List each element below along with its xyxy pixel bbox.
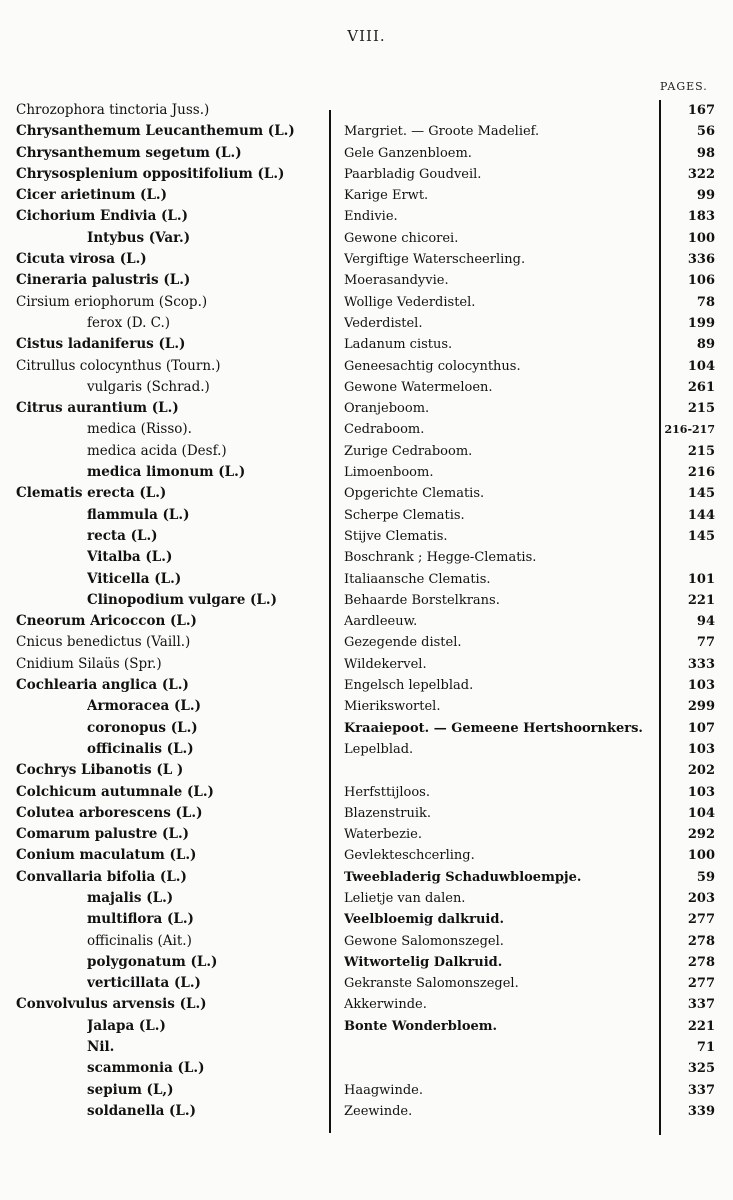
index-row	[0, 718, 733, 739]
latin-name: Chrysanthemum segetum (L.)	[16, 144, 242, 161]
latin-name: Cicuta virosa (L.)	[16, 251, 147, 268]
page-reference: 322	[687, 166, 715, 182]
latin-name: Vitalba (L.)	[87, 549, 173, 566]
page-reference: 107	[687, 720, 715, 736]
latin-name: sepium (L,)	[87, 1081, 174, 1098]
dutch-name: Stijve Clematis.	[344, 528, 448, 544]
dutch-name: Wollige Vederdistel.	[344, 294, 476, 310]
latin-name: Cistus ladaniferus (L.)	[16, 336, 186, 353]
index-row	[0, 867, 733, 888]
dutch-name: Gevlekteschcerling.	[344, 848, 475, 864]
pages-column-header: PAGES.	[660, 80, 708, 93]
latin-name: Clinopodium vulgare (L.)	[87, 591, 277, 608]
index-row	[0, 292, 733, 313]
dutch-name: Lelietje van dalen.	[344, 890, 466, 906]
latin-name: Cochlearia anglica (L.)	[16, 677, 189, 694]
latin-name: verticillata (L.)	[87, 975, 201, 992]
dutch-name: Zeewinde.	[344, 1103, 413, 1119]
dutch-name: Engelsch lepelblad.	[344, 678, 474, 694]
page-reference: 103	[687, 678, 715, 694]
page-reference: 145	[687, 528, 715, 544]
latin-name: Clematis erecta (L.)	[16, 485, 167, 502]
page-reference: 106	[687, 273, 715, 289]
index-row	[0, 654, 733, 675]
page-reference: 56	[696, 124, 715, 140]
index-row	[0, 973, 733, 994]
index-row	[0, 505, 733, 526]
page-reference: 183	[687, 209, 715, 225]
index-row	[0, 143, 733, 164]
latin-name: recta (L.)	[87, 527, 158, 544]
index-row	[0, 547, 733, 568]
page-reference: 215	[687, 401, 715, 417]
page-reference: 78	[696, 294, 715, 310]
index-row	[0, 419, 733, 440]
dutch-name: Bonte Wonderbloem.	[344, 1018, 498, 1034]
page-reference: 99	[696, 188, 715, 204]
latin-name: medica acida (Desf.)	[87, 442, 227, 459]
page-reference: 277	[687, 976, 715, 992]
dutch-name: Scherpe Clematis.	[344, 507, 465, 523]
dutch-name: Waterbezie.	[344, 827, 422, 843]
latin-name: medica (Risso).	[87, 421, 192, 438]
dutch-name: Oranjeboom.	[344, 401, 430, 417]
index-row	[0, 270, 733, 291]
index-row	[0, 483, 733, 504]
page-reference: 202	[687, 763, 715, 779]
dutch-name: Zurige Cedraboom.	[344, 443, 473, 459]
index-row	[0, 398, 733, 419]
dutch-name: Moerasandyvie.	[344, 273, 449, 289]
latin-name: majalis (L.)	[87, 889, 174, 906]
index-row	[0, 931, 733, 952]
index-row	[0, 611, 733, 632]
latin-name: Convolvulus arvensis (L.)	[16, 996, 207, 1013]
page-reference: 59	[696, 869, 715, 885]
page-reference: 167	[687, 103, 715, 118]
page-reference: 103	[687, 741, 715, 757]
dutch-name: Boschrank ; Hegge-Clematis.	[344, 550, 537, 566]
index-row	[0, 526, 733, 547]
latin-name: Conium maculatum (L.)	[16, 847, 197, 864]
latin-name: flammula (L.)	[87, 506, 190, 523]
latin-name: Chrysanthemum Leucanthemum (L.)	[16, 123, 295, 140]
page-number: VIII.	[347, 27, 386, 45]
latin-name: Colchicum autumnale (L.)	[16, 783, 214, 800]
latin-name: officinalis (Ait.)	[87, 932, 192, 949]
page-reference: 221	[687, 592, 715, 608]
index-row	[0, 1101, 733, 1122]
latin-name: vulgaris (Schrad.)	[87, 378, 210, 395]
dutch-name: Limoenboom.	[344, 465, 434, 481]
dutch-name: Endivie.	[344, 209, 398, 225]
latin-name: Cneorum Aricoccon (L.)	[16, 613, 197, 630]
page-reference: 325	[687, 1061, 715, 1077]
dutch-name: Gele Ganzenbloem.	[344, 145, 472, 161]
dutch-name: Mierikswortel.	[344, 699, 441, 715]
index-row	[0, 909, 733, 930]
dutch-name: Margriet. — Groote Madelief.	[344, 124, 540, 140]
dutch-name: Vederdistel.	[344, 315, 423, 331]
latin-name: Cochrys Libanotis (L )	[16, 762, 184, 779]
dutch-name: Paarbladig Goudveil.	[344, 166, 482, 182]
dutch-name: Gekranste Salomonszegel.	[344, 976, 519, 992]
page-reference: 89	[696, 337, 715, 353]
index-row	[0, 249, 733, 270]
index-row	[0, 121, 733, 142]
index-row	[0, 803, 733, 824]
latin-name: officinalis (L.)	[87, 740, 194, 757]
page-reference: 199	[687, 315, 715, 331]
dutch-name: Geneesachtig colocynthus.	[344, 358, 521, 374]
dutch-name: Witwortelig Dalkruid.	[344, 954, 503, 970]
latin-name: Nil.	[87, 1039, 115, 1056]
index-row	[0, 1058, 733, 1079]
dutch-name: Gewone Watermeloen.	[344, 379, 493, 395]
latin-name: Armoracea (L.)	[87, 698, 201, 715]
dutch-name: Italiaansche Clematis.	[344, 571, 491, 587]
latin-name: Cirsium eriophorum (Scop.)	[16, 293, 208, 310]
latin-name: coronopus (L.)	[87, 719, 198, 736]
page-reference: 339	[687, 1103, 715, 1119]
latin-name: multiflora (L.)	[87, 911, 194, 928]
page-reference: 215	[687, 443, 715, 459]
index-row	[0, 1037, 733, 1058]
latin-name: polygonatum (L.)	[87, 953, 218, 970]
page-reference: 337	[687, 1082, 715, 1098]
dutch-name: Cedraboom.	[344, 422, 425, 438]
page-reference: 278	[687, 933, 715, 949]
index-row	[0, 696, 733, 717]
page-reference: 203	[687, 890, 715, 906]
index-row	[0, 994, 733, 1015]
page-reference: 94	[696, 614, 715, 630]
dutch-name: Veelbloemig dalkruid.	[344, 912, 504, 928]
index-row	[0, 100, 733, 121]
index-row	[0, 1080, 733, 1101]
index-row	[0, 632, 733, 653]
page-reference: 144	[687, 507, 715, 523]
latin-name: scammonia (L.)	[87, 1060, 205, 1077]
index-row	[0, 782, 733, 803]
latin-name: Cnicus benedictus (Vaill.)	[16, 634, 191, 651]
index-table	[0, 100, 733, 1122]
latin-name: Citrus aurantium (L.)	[16, 400, 179, 417]
index-row	[0, 441, 733, 462]
index-row	[0, 313, 733, 334]
index-row	[0, 185, 733, 206]
page-reference: 292	[687, 827, 715, 843]
latin-name: Intybus (Var.)	[87, 229, 191, 246]
index-row	[0, 164, 733, 185]
page-reference: 261	[687, 379, 715, 395]
page-reference: 98	[696, 145, 715, 161]
page-reference: 101	[687, 571, 715, 587]
page-reference: 299	[687, 699, 715, 715]
latin-name: Viticella (L.)	[87, 570, 182, 587]
page-reference: 333	[687, 656, 715, 672]
page-reference: 103	[687, 784, 715, 800]
dutch-name: Karige Erwt.	[344, 188, 429, 204]
index-row	[0, 569, 733, 590]
dutch-name: Lepelblad.	[344, 741, 414, 757]
latin-name: Citrullus colocynthus (Tourn.)	[16, 357, 221, 374]
dutch-name: Gewone chicorei.	[344, 230, 459, 246]
latin-name: Jalapa (L.)	[87, 1017, 166, 1034]
index-row	[0, 334, 733, 355]
latin-name: Colutea arborescens (L.)	[16, 804, 203, 821]
latin-name: medica limonum (L.)	[87, 464, 246, 481]
index-row	[0, 824, 733, 845]
latin-name: Cnidium Silaüs (Spr.)	[16, 655, 162, 672]
latin-name: ferox (D. C.)	[87, 314, 171, 331]
index-row	[0, 675, 733, 696]
page-reference: 337	[687, 997, 715, 1013]
index-row	[0, 462, 733, 483]
latin-name: Chrysosplenium oppositifolium (L.)	[16, 165, 285, 182]
index-row	[0, 228, 733, 249]
dutch-name: Opgerichte Clematis.	[344, 486, 485, 502]
index-row	[0, 845, 733, 866]
page-reference: 216-217	[664, 423, 715, 437]
index-row	[0, 739, 733, 760]
dutch-name: Tweebladerig Schaduwbloempje.	[344, 869, 582, 885]
latin-name: Cicer arietinum (L.)	[16, 187, 168, 204]
dutch-name: Blazenstruik.	[344, 805, 432, 821]
dutch-name: Ladanum cistus.	[344, 337, 453, 353]
index-row	[0, 206, 733, 227]
dutch-name: Wildekervel.	[344, 656, 427, 672]
dutch-name: Akkerwinde.	[344, 997, 427, 1013]
page-reference: 104	[687, 358, 715, 374]
index-row	[0, 760, 733, 781]
page-reference: 277	[687, 912, 715, 928]
latin-name: Chrozophora tinctoria Juss.)	[16, 102, 210, 118]
dutch-name: Gezegende distel.	[344, 635, 462, 651]
latin-name: Comarum palustre (L.)	[16, 826, 190, 843]
dutch-name: Vergiftige Waterscheerling.	[344, 252, 526, 268]
index-row	[0, 952, 733, 973]
page-reference: 100	[687, 848, 715, 864]
dutch-name: Behaarde Borstelkrans.	[344, 592, 500, 608]
page-reference: 100	[687, 230, 715, 246]
dutch-name: Gewone Salomonszegel.	[344, 933, 504, 949]
page-reference: 336	[687, 252, 715, 268]
latin-name: Cineraria palustris (L.)	[16, 272, 191, 289]
index-row	[0, 377, 733, 398]
latin-name: Cichorium Endivia (L.)	[16, 208, 189, 225]
dutch-name: Herfsttijloos.	[344, 784, 430, 800]
latin-name: soldanella (L.)	[87, 1102, 196, 1119]
page-reference: 278	[687, 954, 715, 970]
index-row	[0, 356, 733, 377]
page-reference: 216	[687, 465, 715, 481]
page-reference: 221	[687, 1018, 715, 1034]
page-reference: 77	[696, 635, 715, 651]
index-row	[0, 888, 733, 909]
page-reference: 145	[687, 486, 715, 502]
page-reference: 104	[687, 805, 715, 821]
dutch-name: Haagwinde.	[344, 1082, 423, 1098]
latin-name: Convallaria bifolia (L.)	[16, 868, 187, 885]
page-reference: 71	[696, 1040, 715, 1056]
dutch-name: Kraaiepoot. — Gemeene Hertshoornkers.	[344, 720, 643, 736]
index-row	[0, 590, 733, 611]
dutch-name: Aardleeuw.	[344, 614, 418, 630]
index-row	[0, 1016, 733, 1037]
